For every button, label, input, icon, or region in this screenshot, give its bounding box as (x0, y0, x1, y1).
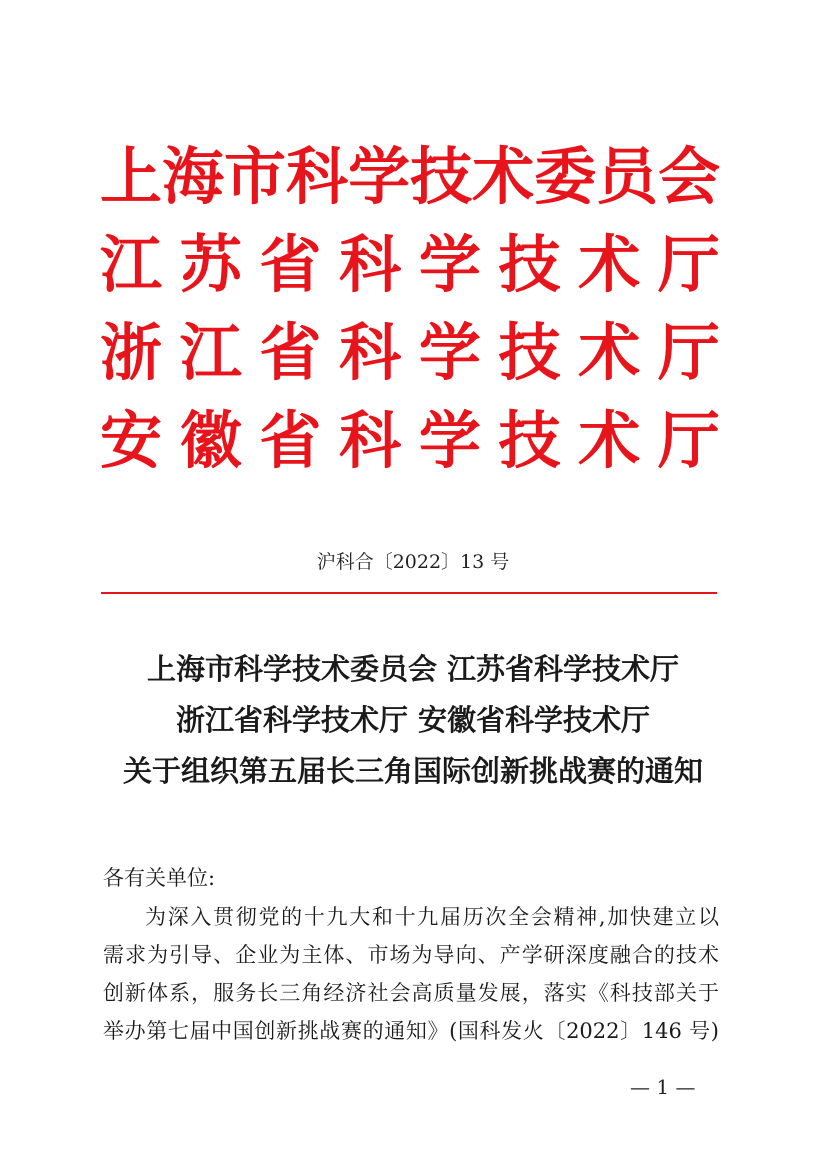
title-line-2: 浙江省科学技术厅 安徽省科学技术厅 (175, 703, 651, 737)
title-line-1: 上海市科学技术委员会 江苏省科学技术厅 (146, 652, 680, 686)
letterhead-char: 学 (418, 316, 481, 389)
letterhead-char: 技 (410, 140, 473, 213)
letterhead-char: 海 (162, 140, 225, 213)
letterhead-char: 安 (100, 404, 163, 477)
letterhead-char: 厅 (657, 404, 720, 477)
letterhead-char: 江 (179, 316, 242, 389)
letterhead-char: 苏 (179, 228, 242, 301)
letterhead-line-jiangsu (100, 221, 720, 309)
salutation: 各有关单位: (103, 866, 216, 890)
letterhead-char: 学 (348, 140, 411, 213)
letterhead-char: 厅 (657, 316, 720, 389)
title-line-3: 关于组织第五届长三角国际创新挑战赛的通知 (122, 754, 703, 788)
red-letterhead (100, 133, 720, 485)
letterhead-char: 省 (259, 228, 322, 301)
letterhead-char: 术 (578, 404, 641, 477)
letterhead-char: 会 (658, 140, 721, 213)
body-paragraph (103, 898, 719, 1050)
letterhead-char: 省 (259, 404, 322, 477)
letterhead-char: 徽 (179, 404, 242, 477)
letterhead-char: 委 (534, 140, 597, 213)
letterhead-char: 科 (286, 140, 349, 213)
letterhead-char: 员 (596, 140, 659, 213)
letterhead-char: 技 (498, 404, 561, 477)
letterhead-char: 学 (418, 228, 481, 301)
letterhead-line-zhejiang (100, 309, 720, 397)
letterhead-char: 术 (578, 228, 641, 301)
red-separator-line (101, 592, 717, 594)
letterhead-char: 厅 (657, 228, 720, 301)
letterhead-char: 科 (339, 404, 402, 477)
letterhead-char: 技 (498, 316, 561, 389)
letterhead-char: 学 (418, 404, 481, 477)
letterhead-line-shanghai (100, 133, 720, 221)
body-line: 创新体系，服务长三角经济社会高质量发展，落实《科技部关于 (103, 981, 719, 1005)
letterhead-char: 浙 (100, 316, 163, 389)
letterhead-char: 上 (100, 140, 163, 213)
letterhead-char: 科 (339, 316, 402, 389)
letterhead-char: 术 (578, 316, 641, 389)
document-number: 沪科合〔2022〕13 号 (316, 551, 510, 573)
letterhead-char: 市 (224, 140, 287, 213)
letterhead-char: 术 (472, 140, 535, 213)
letterhead-line-anhui (100, 397, 720, 485)
document-title (60, 644, 766, 797)
letterhead-char: 省 (259, 316, 322, 389)
letterhead-char: 江 (100, 228, 163, 301)
page-number: — 1 — (630, 1075, 696, 1099)
body-line: 为深入贯彻党的十九大和十九届历次全会精神,加快建立以 (145, 905, 719, 929)
body-line: 举办第七届中国创新挑战赛的通知》(国科发火〔2022〕146 号) (103, 1019, 719, 1043)
letterhead-char: 技 (498, 228, 561, 301)
letterhead-char: 科 (339, 228, 402, 301)
body-line: 需求为引导、企业为主体、市场为导向、产学研深度融合的技术 (103, 943, 719, 967)
